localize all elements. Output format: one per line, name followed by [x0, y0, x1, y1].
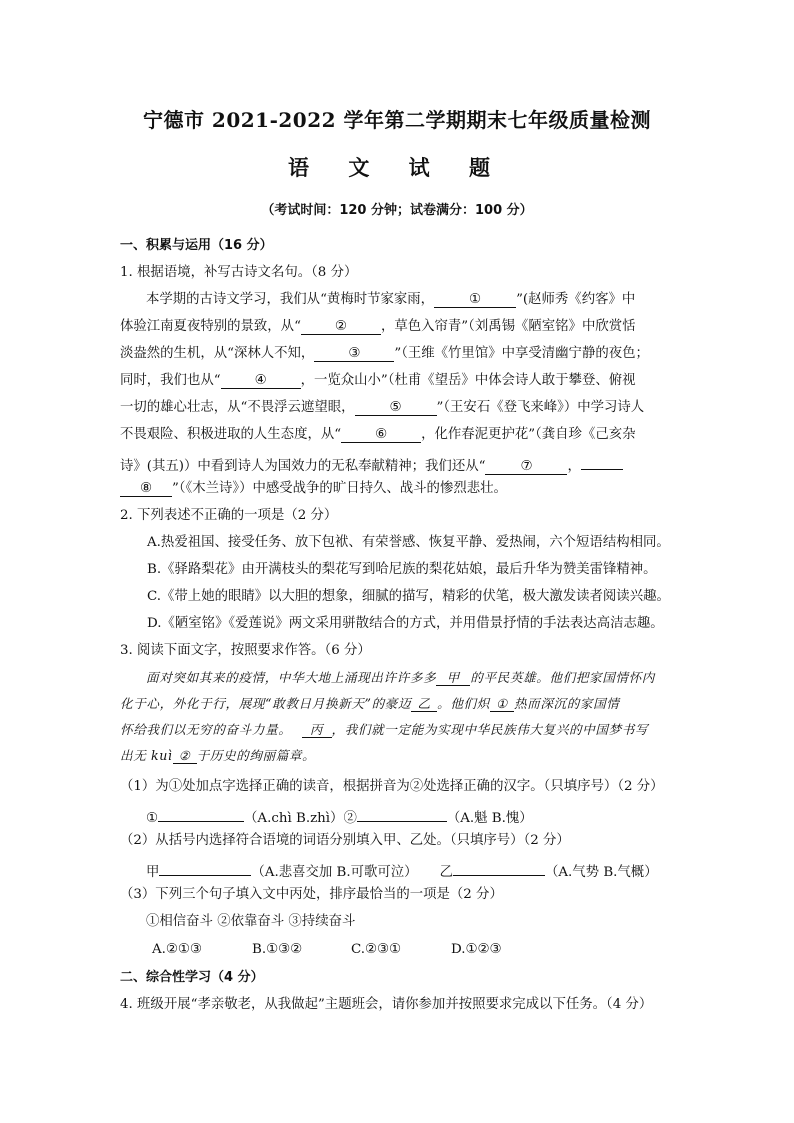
blank-5: ⑤ [355, 399, 437, 416]
q4-stem: 4. 班级开展“孝亲敬老，从我做起”主题班会，请你参加并按照要求完成以下任务。（4 分） [120, 997, 653, 1012]
q3-stem: 3. 阅读下面文字，按照要求作答。（6 分） [120, 643, 371, 658]
section-2-heading: 二、综合性学习（4 分） [120, 970, 264, 985]
q1-stem: 1. 根据语境，补写古诗文名句。（8 分） [120, 265, 358, 280]
q2-option-d: D.《陋室铭》《爱莲说》两文采用骈散结合的方式，并用借景抒情的手法表达高洁志趣。 [147, 616, 664, 631]
blank-jia: 甲 [436, 669, 470, 686]
q3-option-d: D.①②③ [451, 942, 502, 957]
q3-sub-2-answers: 甲 （A.悲喜交加 B.可歌可泣） 乙 （A.气势 B.气概） [146, 859, 658, 882]
q1-line-5: 一切的雄心壮志，从“不畏浮云遮望眼， ⑤ ”（王安石《登飞来峰》）中学习诗人 [120, 400, 645, 415]
q1-line-6: 不畏艰险、积极进取的人生态度，从“ ⑥ ，化作春泥更护花”（龚自珍《己亥杂 [120, 427, 636, 442]
blank-yi: 乙 [411, 695, 437, 712]
q3-sub-3: （3）下列三个句子填入文中丙处，排序最恰当的一项是（2 分） [120, 887, 503, 902]
answer-yi-input[interactable] [453, 859, 545, 876]
passage-line-1: 面对突如其来的疫情，中华大地上涌现出许许多多 甲 的平民英雄。他们把家国情怀内 [146, 670, 655, 685]
q1-line-1: 本学期的古诗文学习，我们从“黄梅时节家家雨， ① ”(赵师秀《约客》中 [146, 292, 636, 307]
blank-4: ④ [221, 372, 301, 389]
answer-jia-input[interactable] [159, 859, 251, 876]
blank-bing: 丙 [302, 721, 332, 738]
blank-7: ⑦ [485, 458, 567, 475]
q1-line-2: 体验江南夏夜特别的景致，从“ ② ，草色入帘青”（刘禹锡《陋室铭》中欣赏恬 [120, 319, 636, 334]
q1-line-8: ⑧ ”（《木兰诗》）中感受战争的旷日持久、战斗的惨烈悲壮。 [120, 480, 507, 498]
q2-option-b: B.《驿路梨花》由开满枝头的梨花写到哈尼族的梨花姑娘，最后升华为赞美雷锋精神。 [147, 562, 657, 577]
q2-option-c: C.《带上她的眼睛》以大胆的想象，细腻的描写，精彩的伏笔，极大激发读者阅读兴趣。 [147, 589, 670, 604]
blank-circle-1: ① [490, 695, 514, 712]
blank-circle-2: ② [173, 747, 197, 764]
q1-line-4: 同时，我们也从“ ④ ，一览众山小”（杜甫《望岳》中体会诗人敢于攀登、俯视 [120, 373, 636, 388]
passage-line-3: 怀给我们以无穷的奋斗力量。 丙 ，我们就一定能为实现中华民族伟大复兴的中国梦书写 [120, 722, 649, 737]
q3-sub-2: （2）从括号内选择符合语境的词语分别填入甲、乙处。（只填序号）（2 分） [120, 833, 570, 848]
q2-stem: 2. 下列表述不正确的一项是（2 分） [120, 508, 338, 523]
section-1-heading: 一、积累与运用（16 分） [120, 238, 273, 253]
exam-meta: （考试时间：120 分钟；试卷满分：100 分） [261, 203, 533, 218]
q1-line-7: 诗》(其五)）中看到诗人为国效力的无私奉献精神；我们还从“ ⑦ ， [120, 453, 623, 476]
q2-option-a: A.热爱祖国、接受任务、放下包袱、有荣誉感、恢复平静、爱热闹，六个短语结构相同。 [147, 535, 670, 550]
blank-8-start [581, 453, 623, 470]
passage-line-2: 化于心，外化于行，展现“敢教日月换新天”的豪迈 乙 。他们炽 ① 热而深沉的家国情 [120, 696, 620, 711]
exam-title: 宁德市 2021-2022 学年第二学期期末七年级质量检测 [142, 108, 652, 132]
q3-sub-1-answers: ① （A.chì B.zhì）② （A.魁 B.愧） [146, 805, 533, 828]
passage-line-4: 出无 kuì ② 于历史的绚丽篇章。 [120, 748, 316, 763]
blank-1: ① [434, 291, 516, 308]
q3-sub-3-items: ①相信奋斗 ②依靠奋斗 ③持续奋斗 [146, 914, 356, 929]
q1-line-3: 淡盎然的生机，从“深林人不知， ③ ”（王维《竹里馆》中享受清幽宁静的夜色； [120, 346, 649, 361]
blank-2: ② [301, 318, 381, 335]
blank-3: ③ [314, 345, 394, 362]
answer-2-input[interactable] [357, 805, 447, 822]
q3-option-a: A.②①③ [152, 942, 202, 957]
q3-option-b: B.①③② [252, 942, 303, 957]
blank-8: ⑧ [120, 480, 172, 497]
blank-6: ⑥ [341, 426, 421, 443]
q3-option-c: C.②③① [351, 942, 402, 957]
q3-sub-1: （1）为①处加点字选择正确的读音，根据拼音为②处选择正确的汉字。（只填序号）（2 分） [120, 779, 664, 794]
exam-subject: 语 文 试 题 [288, 155, 506, 180]
answer-1-input[interactable] [158, 805, 244, 822]
